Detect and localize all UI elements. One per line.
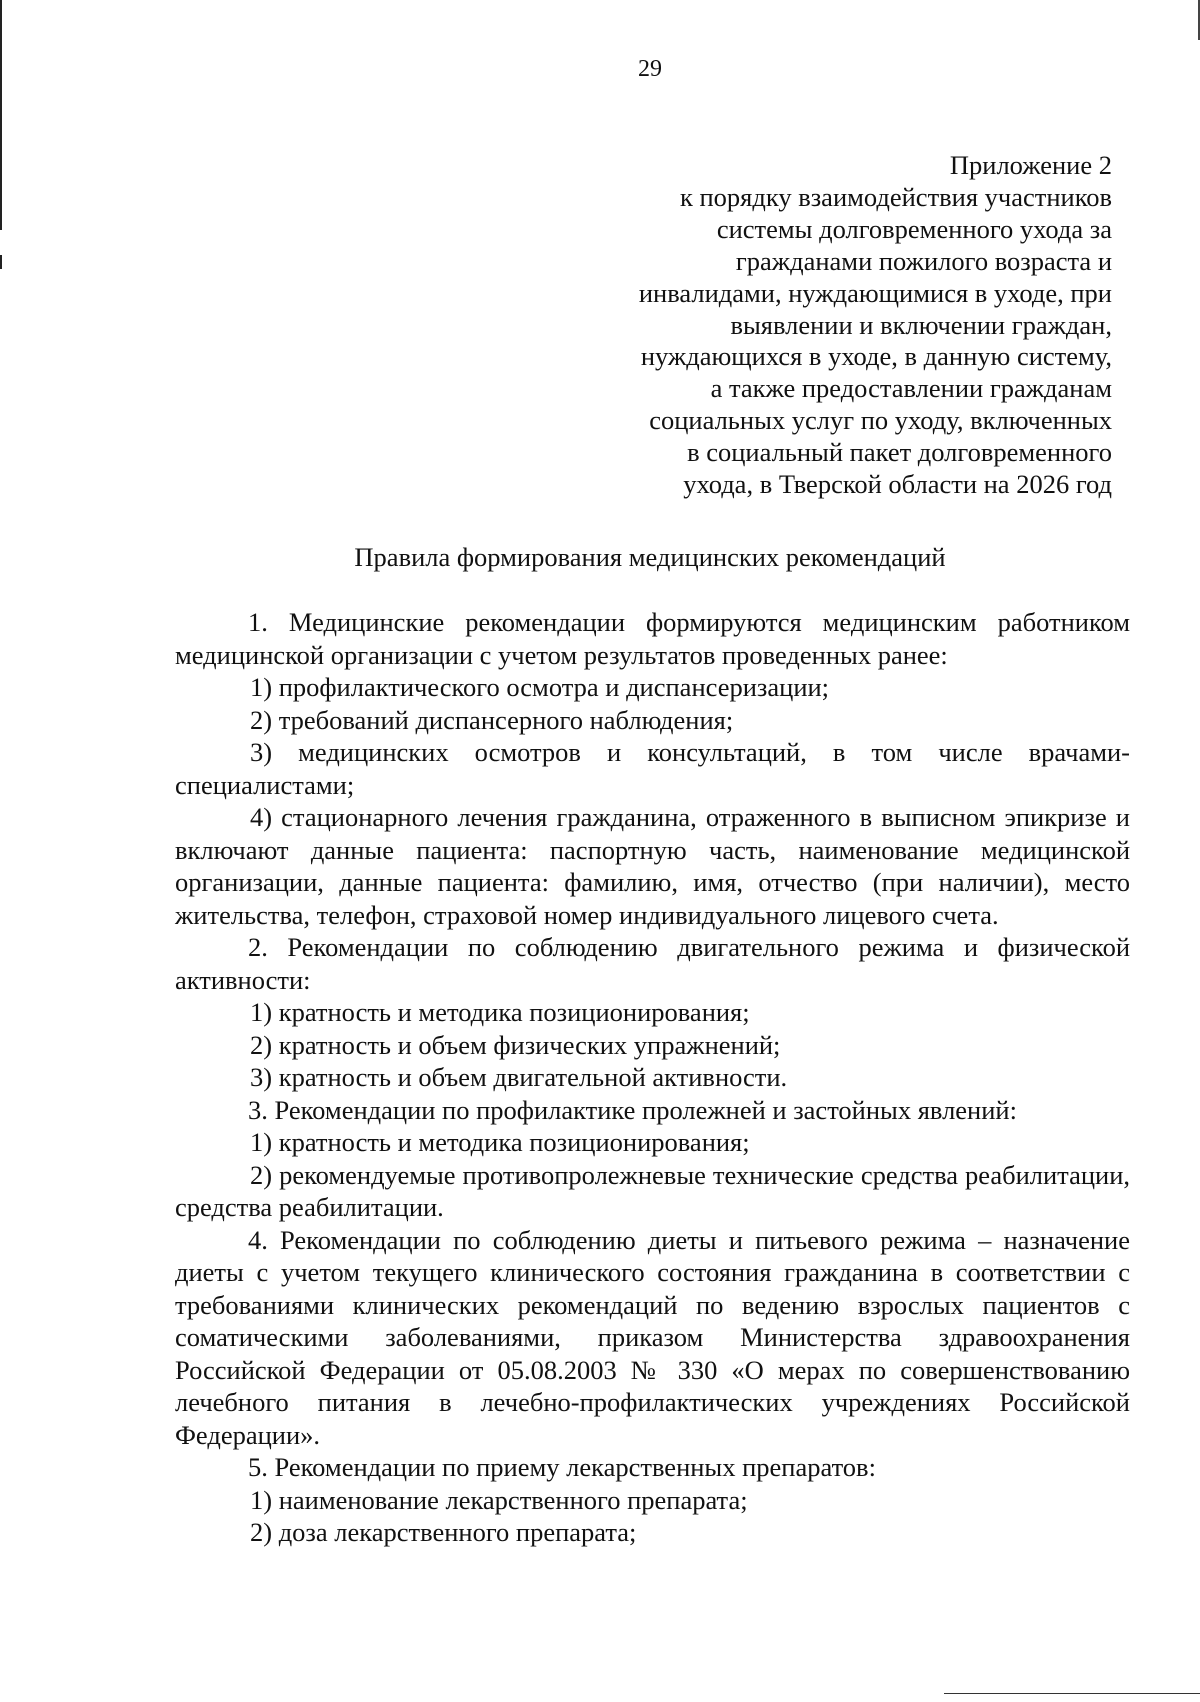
annex-line: а также предоставлении гражданам [710,373,1112,404]
annex-line: к порядку взаимодействия участников [679,181,1112,212]
annex-line: нуждающихся в уходе, в данную систему, [640,341,1112,372]
list-item: 1) наименование лекарственного препарата; [250,1484,748,1515]
annex-line: гражданами пожилого возраста и [735,245,1112,276]
scan-edge-mark [0,255,2,269]
annex-line: социальных услуг по уходу, включенных [649,405,1112,436]
annex-line: в социальный пакет долговременного [687,437,1112,468]
page-number: 29 [638,56,662,82]
list-item: 2) доза лекарственного препарата; [250,1517,637,1547]
list-item: 2) требований диспансерного наблюдения; [250,704,734,735]
annex-line: выявлении и включении граждан, [730,309,1112,340]
annex-heading [552,150,1112,501]
document-body [175,606,1130,1549]
list-item: 2) рекомендуемые противопролежневые технические средства реабилитации, средства реабилитации. [175,1159,1130,1222]
annex-line: ухода, в Тверской области на 2026 год [683,469,1112,500]
paragraph: 3. Рекомендации по профилактике пролежней и застойных явлений: [248,1094,1017,1125]
list-item: 3) кратность и объем двигательной активности. [250,1062,788,1092]
list-item: 3) медицинских осмотров и консультаций, в том числе врачами-специалистами; [175,737,1130,800]
list-item: 4) стационарного лечения гражданина, отраженного в выписном эпикризе и включают данные пациента: паспортную часть, наименование медицинской организации, данные пациента: фамилию, имя, отчество (при наличии), место жительства, телефон, страховой номер индивидуального лицевого счета. [175,802,1130,930]
paragraph: 5. Рекомендации по приему лекарственных препаратов: [248,1452,876,1482]
paragraph: 1. Медицинские рекомендации формируются медицинским работником медицинской организации с учетом результатов проведенных ранее: [175,607,1130,670]
list-item: 2) кратность и объем физических упражнений; [250,1029,781,1060]
document-title: Правила формирования медицинских рекомендаций [354,542,946,572]
footer-rule [944,1693,1200,1694]
list-item: 1) кратность и методика позиционирования; [250,1127,750,1157]
annex-line: системы долговременного ухода за [716,213,1112,244]
paragraph: 2. Рекомендации по соблюдению двигательного режима и физической активности: [175,932,1130,995]
list-item: 1) профилактического осмотра и диспансеризации; [250,672,830,702]
annex-line: Приложение 2 [949,150,1112,180]
paragraph: 4. Рекомендации по соблюдению диеты и питьевого режима – назначение диеты с учетом текущего клинического состояния гражданина в соответствии с требованиями клинических рекомендаций по ведению взрослых пациентов с соматическими заболеваниями, приказом Министерства здравоохранения Российской Федерации от 05.08.2003 № 330 «О мерах по совершенствованию лечебного питания в лечебно-профилактических учреждениях Российской Федерации». [175,1224,1130,1450]
list-item: 1) кратность и методика позиционирования; [250,997,750,1027]
annex-line: инвалидами, нуждающимися в уходе, при [638,277,1112,308]
scan-edge-mark [0,0,2,230]
